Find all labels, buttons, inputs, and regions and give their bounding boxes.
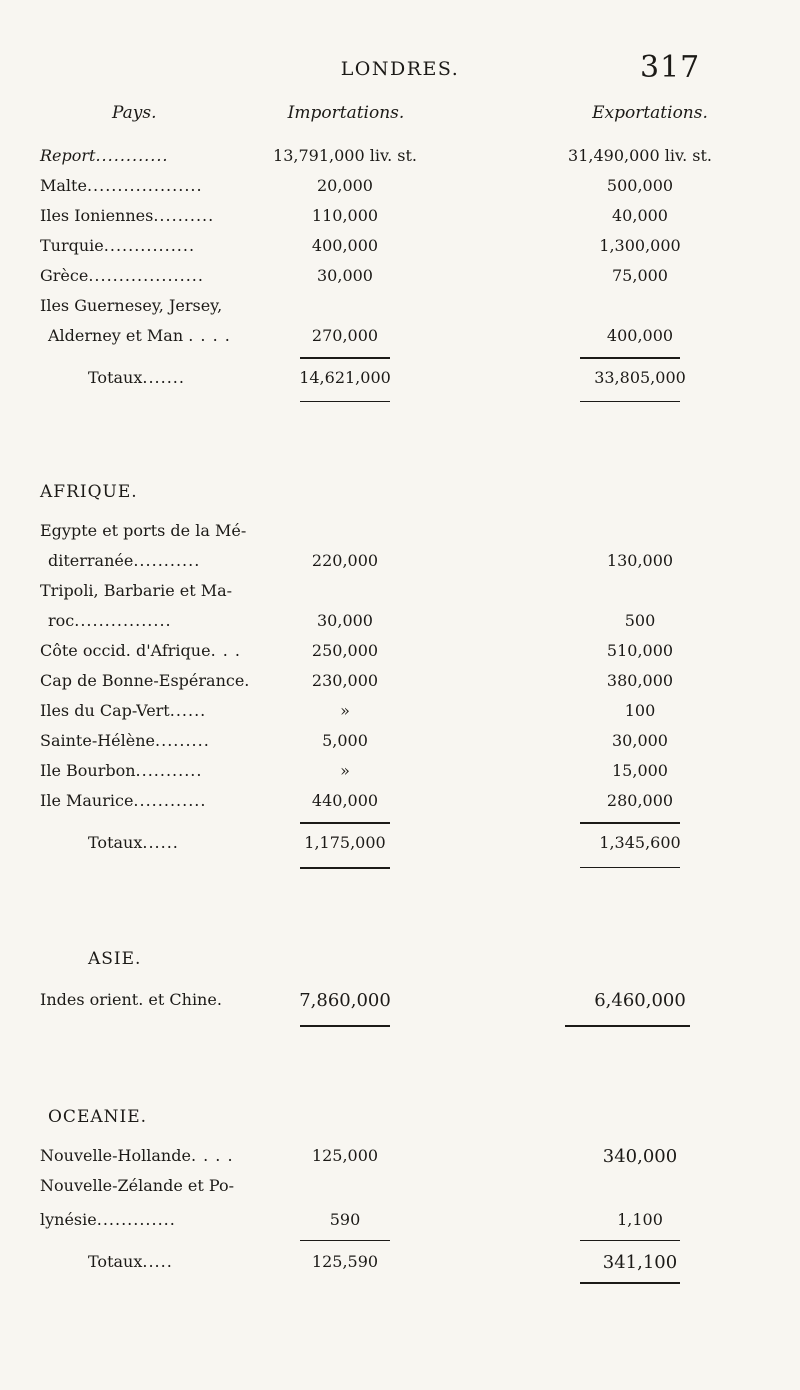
exports-total: 341,100: [602, 1252, 678, 1273]
table-row: [0, 611, 800, 635]
table-row: [0, 206, 800, 230]
table-row: [0, 326, 800, 350]
imports-value: 20,000: [317, 176, 373, 195]
row-label: lynésie.............: [40, 1210, 176, 1229]
imports-value: 30,000: [317, 611, 373, 630]
row-label: Cap de Bonne-Espérance.: [40, 671, 250, 690]
exports-value: 75,000: [612, 266, 668, 285]
total-label: Totaux......: [88, 833, 179, 852]
row-label: Côte occid. d'Afrique. . .: [40, 641, 241, 660]
sum-rule: [300, 357, 390, 359]
exports-value: 280,000: [606, 791, 674, 810]
exports-value: 400,000: [606, 326, 674, 345]
row-label: roc................: [48, 611, 172, 630]
page-number: 317: [640, 50, 701, 85]
sum-rule: [580, 1282, 680, 1284]
table-row: [0, 671, 800, 695]
exports-value: 31,490,000 liv. st.: [568, 146, 712, 165]
total-label: Totaux.....: [88, 1252, 173, 1271]
exports-value: 15,000: [612, 761, 668, 780]
column-head-exports: Exportations.: [592, 103, 708, 123]
row-label: Tripoli, Barbarie et Ma-: [40, 581, 233, 600]
imports-value: 125,000: [311, 1146, 379, 1165]
exports-value: 500: [624, 611, 656, 630]
exports-total: 33,805,000: [594, 368, 686, 387]
table-row: [0, 701, 800, 725]
exports-total: 1,345,600: [599, 833, 681, 852]
total-row: [0, 833, 800, 857]
running-head: LONDRES.: [340, 58, 460, 80]
row-label: Ile Maurice............: [40, 791, 207, 810]
table-row: [0, 1176, 800, 1200]
row-label: Sainte-Hélène.........: [40, 731, 210, 750]
table-row: [0, 551, 800, 575]
exports-value: 340,000: [602, 1146, 678, 1167]
row-label: Iles Guernesey, Jersey,: [40, 296, 223, 315]
table-row: [0, 761, 800, 785]
section-heading-afrique: AFRIQUE.: [40, 482, 138, 502]
table-row: [0, 176, 800, 200]
table-row: [0, 1210, 800, 1234]
imports-value: 230,000: [311, 671, 379, 690]
exports-value: 1,100: [617, 1210, 663, 1229]
table-row: [0, 581, 800, 605]
row-label: Malte...................: [40, 176, 203, 195]
exports-value: 510,000: [606, 641, 674, 660]
sum-rule: [580, 867, 680, 868]
row-label: Indes orient. et Chine.: [40, 990, 222, 1009]
imports-value: 270,000: [311, 326, 379, 345]
sum-rule: [580, 357, 680, 359]
table-row: [0, 521, 800, 545]
imports-total: 14,621,000: [299, 368, 391, 387]
row-label: Iles Ioniennes..........: [40, 206, 215, 225]
column-head-imports: Importations.: [287, 103, 405, 123]
imports-total: 1,175,000: [304, 833, 386, 852]
row-label: Iles du Cap-Vert......: [40, 701, 207, 720]
table-row: [0, 236, 800, 260]
table-row: [0, 146, 800, 170]
imports-value: 110,000: [311, 206, 379, 225]
table-row: [0, 1146, 800, 1170]
imports-value: »: [340, 701, 350, 720]
table-row: [0, 791, 800, 815]
column-head-country: Pays.: [112, 103, 157, 123]
imports-value: 590: [329, 1210, 361, 1229]
exports-value: 40,000: [612, 206, 668, 225]
row-label: Nouvelle-Zélande et Po-: [40, 1176, 235, 1195]
total-label: Totaux.......: [88, 368, 185, 387]
exports-value: 1,300,000: [599, 236, 681, 255]
imports-value: 5,000: [322, 731, 368, 750]
sum-rule: [565, 1025, 690, 1027]
table-row: [0, 296, 800, 320]
row-label: Alderney et Man . . . .: [48, 326, 231, 345]
sum-rule: [580, 822, 680, 824]
row-label: Ile Bourbon...........: [40, 761, 203, 780]
total-row: [0, 1252, 800, 1276]
row-label: Grèce...................: [40, 266, 204, 285]
table-row: [0, 990, 800, 1014]
imports-value: 7,860,000: [299, 990, 391, 1011]
exports-value: 100: [624, 701, 656, 720]
exports-value: 30,000: [612, 731, 668, 750]
sum-rule: [300, 401, 390, 402]
sum-rule: [300, 822, 390, 824]
sum-rule: [300, 867, 390, 869]
sum-rule: [300, 1240, 390, 1241]
section-heading-oceanie: OCEANIE.: [48, 1107, 148, 1127]
imports-value: »: [340, 761, 350, 780]
table-row: [0, 266, 800, 290]
imports-value: 30,000: [317, 266, 373, 285]
row-label: Turquie...............: [40, 236, 196, 255]
imports-value: 13,791,000 liv. st.: [273, 146, 417, 165]
row-label: diterranée...........: [48, 551, 201, 570]
row-label: Report............: [40, 146, 169, 165]
table-row: [0, 731, 800, 755]
exports-value: 500,000: [606, 176, 674, 195]
sum-rule: [300, 1025, 390, 1027]
imports-value: 440,000: [311, 791, 379, 810]
sum-rule: [580, 1240, 680, 1241]
imports-value: 400,000: [311, 236, 379, 255]
exports-value: 130,000: [606, 551, 674, 570]
total-row: [0, 368, 800, 392]
sum-rule: [580, 401, 680, 402]
row-label: Nouvelle-Hollande. . . .: [40, 1146, 234, 1165]
exports-value: 380,000: [606, 671, 674, 690]
section-heading-asie: ASIE.: [88, 949, 142, 969]
imports-total: 125,590: [311, 1252, 379, 1271]
row-label: Egypte et ports de la Mé-: [40, 521, 247, 540]
imports-value: 250,000: [311, 641, 379, 660]
table-row: [0, 641, 800, 665]
exports-value: 6,460,000: [594, 990, 686, 1011]
imports-value: 220,000: [311, 551, 379, 570]
